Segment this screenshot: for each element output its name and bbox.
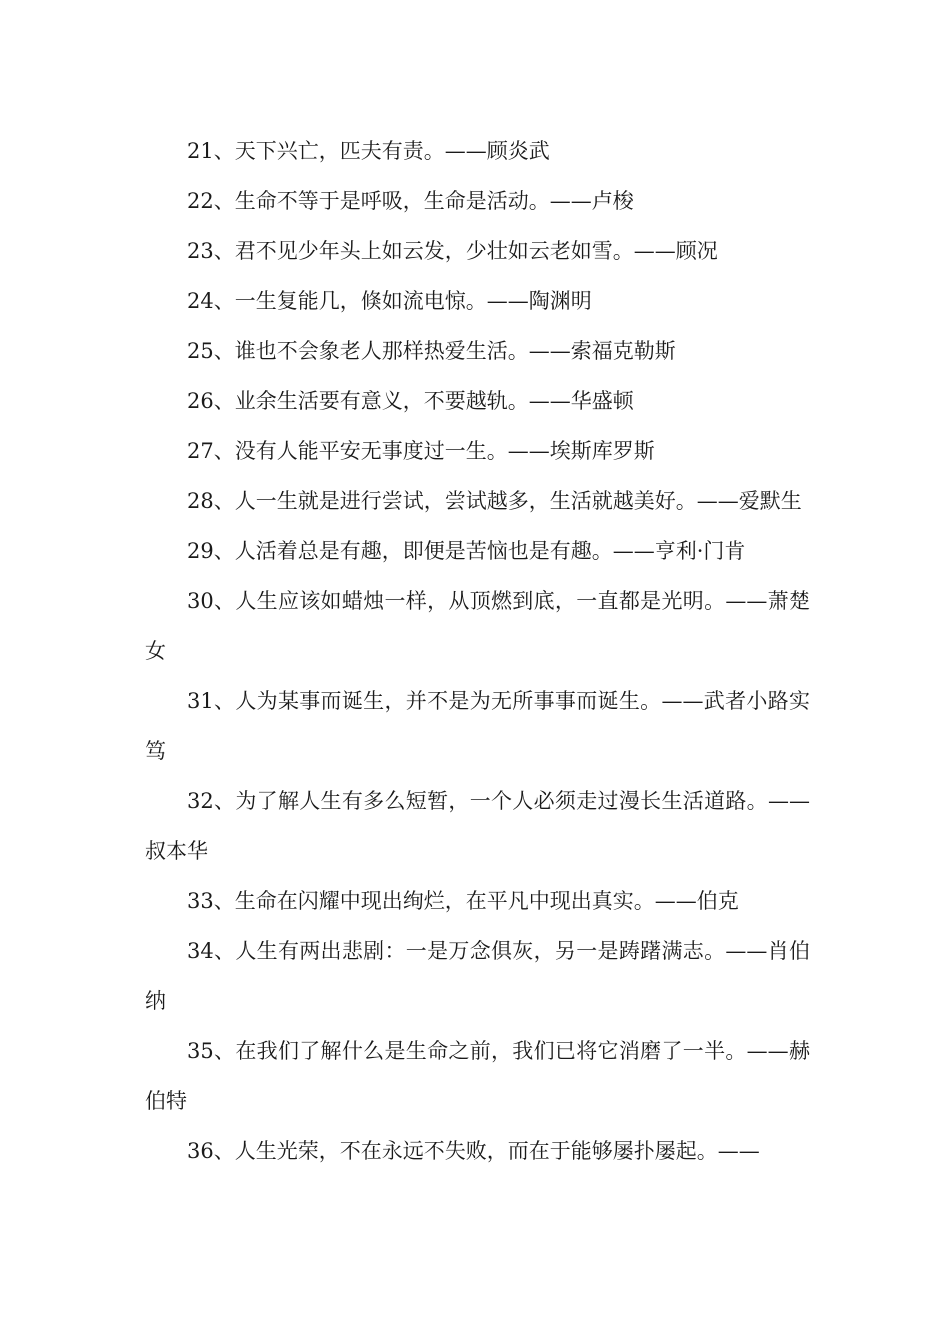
quote-paragraph-35: 35、在我们了解什么是生命之前，我们已将它消磨了一半。——赫伯特	[145, 1039, 810, 1113]
quote-paragraph-29: 29、人活着总是有趣，即便是苦恼也是有趣。——亨利·门肯	[187, 539, 746, 563]
quote-paragraph-28: 28、人一生就是进行尝试，尝试越多，生活就越美好。——爱默生	[187, 489, 802, 513]
quote-paragraph-21: 21、天下兴亡，匹夫有责。——顾炎武	[187, 139, 550, 163]
quote-paragraph-23: 23、君不见少年头上如云发，少壮如云老如雪。——顾况	[187, 239, 718, 263]
quote-paragraph-36: 36、人生光荣，不在永远不失败，而在于能够屡扑屡起。——	[187, 1139, 760, 1163]
quote-paragraph-25: 25、谁也不会象老人那样热爱生活。——索福克勒斯	[187, 339, 676, 363]
quote-paragraph-22: 22、生命不等于是呼吸，生命是活动。——卢梭	[187, 189, 634, 213]
quote-paragraph-27: 27、没有人能平安无事度过一生。——埃斯库罗斯	[187, 439, 655, 463]
quote-paragraph-26: 26、业余生活要有意义，不要越轨。——华盛顿	[187, 389, 634, 413]
quote-paragraph-34: 34、人生有两出悲剧：一是万念俱灰，另一是踌躇满志。——肖伯纳	[145, 939, 810, 1013]
quote-list	[145, 126, 810, 1176]
quote-paragraph-24: 24、一生复能几，倏如流电惊。——陶渊明	[187, 289, 592, 313]
quote-paragraph-33: 33、生命在闪耀中现出绚烂，在平凡中现出真实。——伯克	[187, 889, 739, 913]
quote-paragraph-32: 32、为了解人生有多么短暂，一个人必须走过漫长生活道路。——叔本华	[145, 789, 810, 863]
quote-paragraph-31: 31、人为某事而诞生，并不是为无所事事而诞生。——武者小路实笃	[145, 689, 810, 763]
quote-paragraph-30: 30、人生应该如蜡烛一样，从顶燃到底，一直都是光明。——萧楚女	[145, 589, 810, 663]
